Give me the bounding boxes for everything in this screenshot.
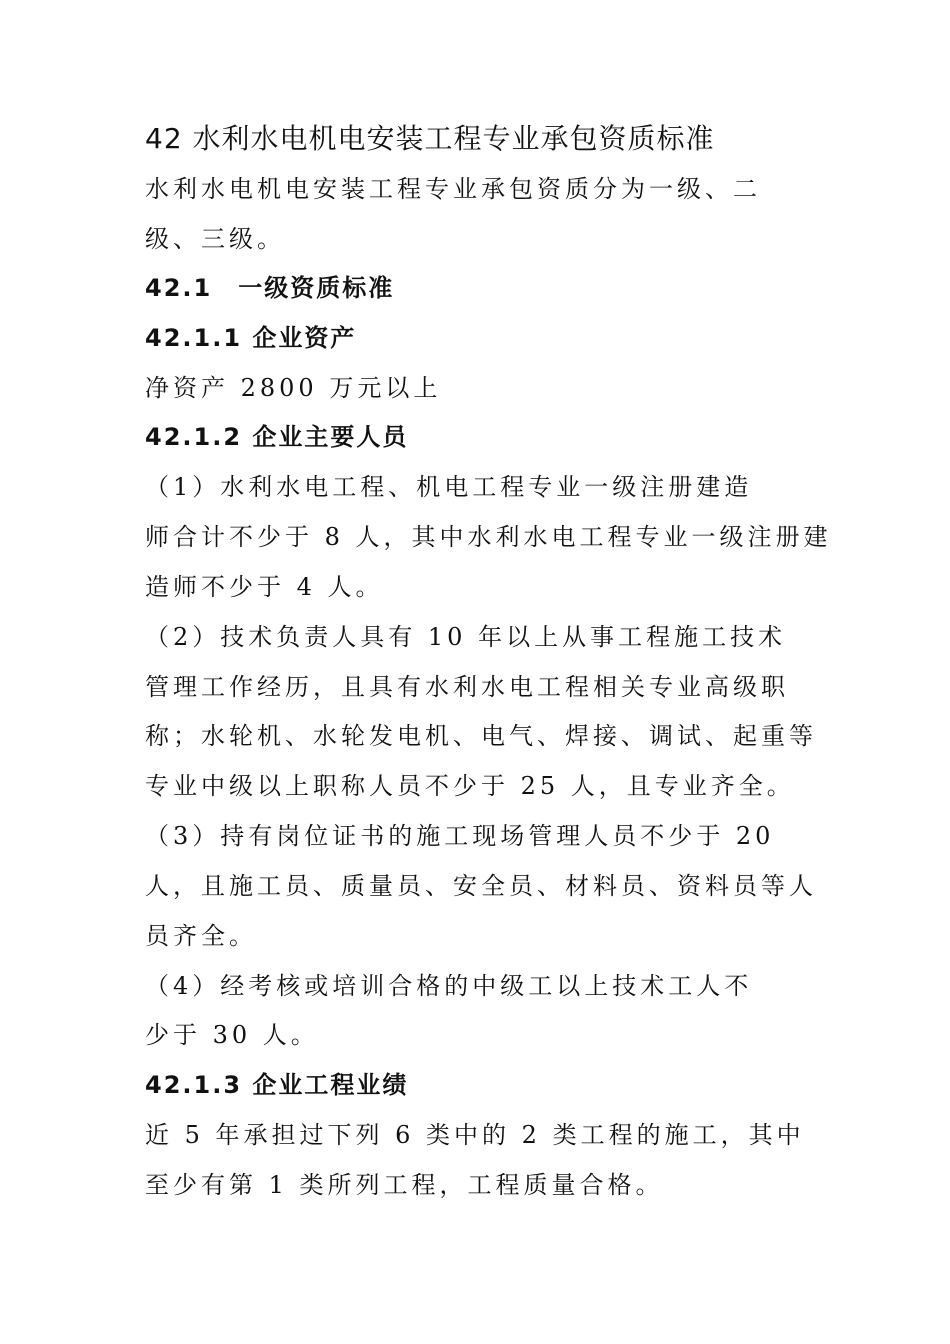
document-title: 42 水利水电机电安装工程专业承包资质标准 (145, 122, 715, 155)
item-4-line-1: （4）经考核或培训合格的中级工以上技术工人不 (145, 972, 753, 1000)
section-heading-42-1: 42.1 一级资质标准 (145, 274, 395, 302)
intro-line-2: 级、三级。 (145, 225, 285, 253)
item-2-line-1: （2）技术负责人具有 10 年以上从事工程施工技术 (145, 623, 787, 651)
item-3-line-1: （3）持有岗位证书的施工现场管理人员不少于 20 (145, 822, 775, 850)
performance-line-1: 近 5 年承担过下列 6 类中的 2 类工程的施工，其中 (145, 1121, 805, 1149)
performance-line-2: 至少有第 1 类所列工程，工程质量合格。 (145, 1171, 664, 1199)
net-assets-line: 净资产 2800 万元以上 (145, 374, 442, 402)
subsection-heading-42-1-1: 42.1.1 企业资产 (145, 324, 357, 352)
item-1-line-1: （1）水利水电工程、机电工程专业一级注册建造 (145, 473, 753, 501)
item-2-line-3: 称；水轮机、水轮发电机、电气、焊接、调试、起重等 (145, 722, 817, 750)
intro-line-1: 水利水电机电安装工程专业承包资质分为一级、二 (145, 175, 761, 203)
item-3-line-3: 员齐全。 (145, 922, 257, 950)
item-2-line-4: 专业中级以上职称人员不少于 25 人，且专业齐全。 (145, 772, 795, 800)
subsection-heading-42-1-3: 42.1.3 企业工程业绩 (145, 1071, 409, 1099)
item-1-line-2: 师合计不少于 8 人，其中水利水电工程专业一级注册建 (145, 523, 832, 551)
item-1-line-3: 造师不少于 4 人。 (145, 573, 384, 601)
item-2-line-2: 管理工作经历，且具有水利水电工程相关专业高级职 (145, 673, 789, 701)
item-4-line-2: 少于 30 人。 (145, 1021, 319, 1049)
subsection-heading-42-1-2: 42.1.2 企业主要人员 (145, 423, 409, 451)
item-3-line-2: 人，且施工员、质量员、安全员、材料员、资料员等人 (145, 872, 817, 900)
